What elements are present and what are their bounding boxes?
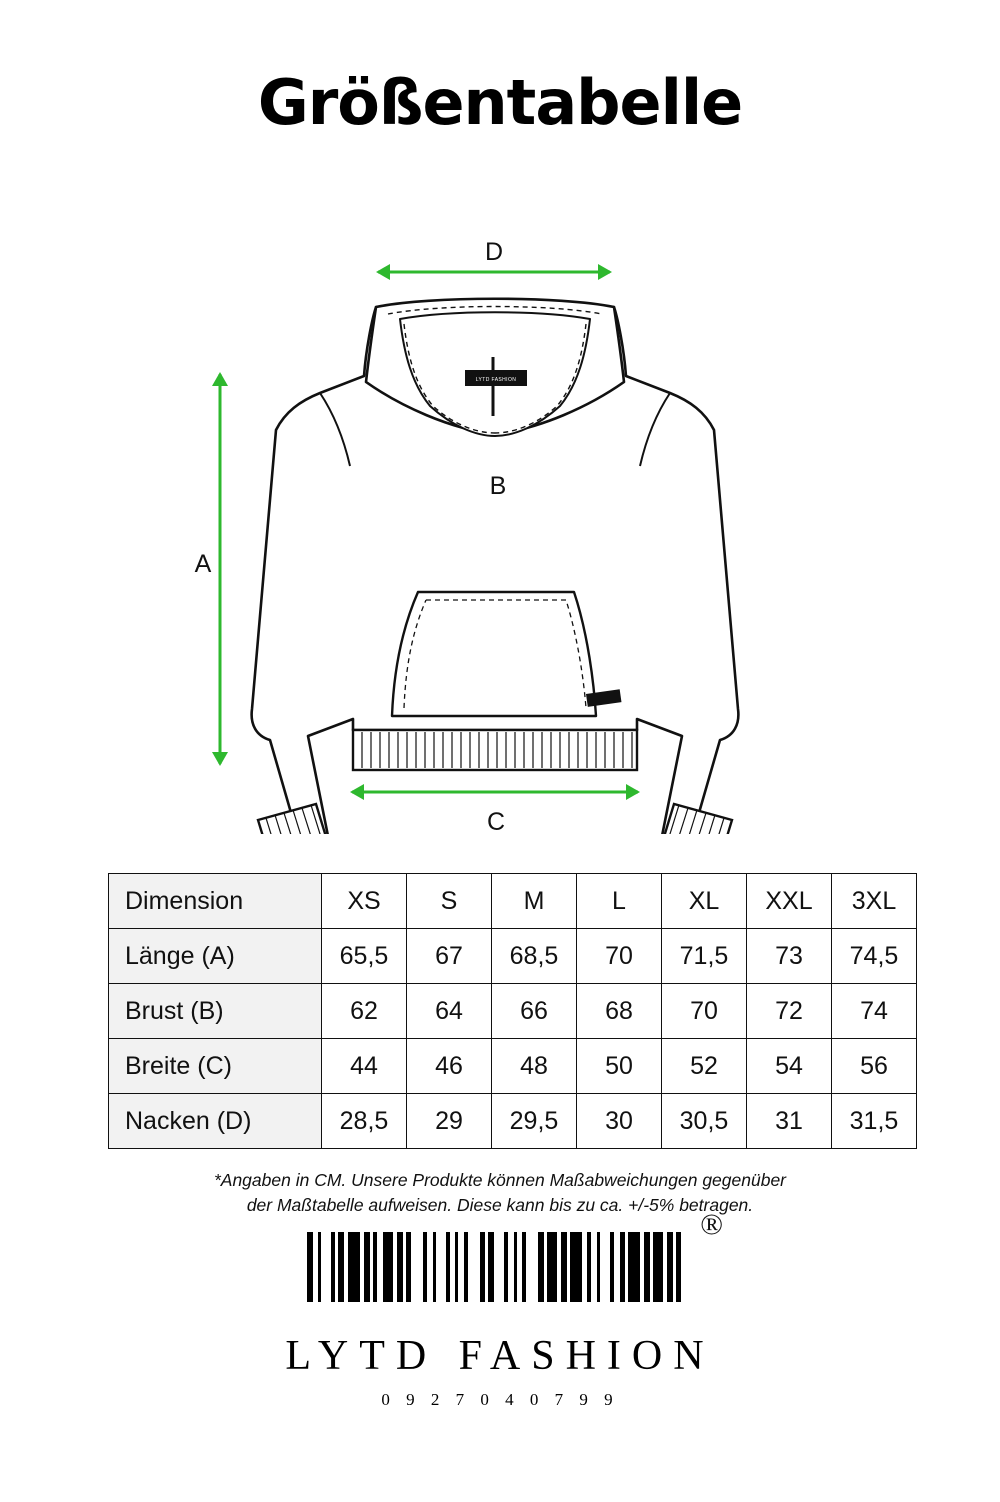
- barcode-bar: [570, 1232, 582, 1302]
- cell-laenge-s: 67: [407, 929, 492, 984]
- barcode-bar: [494, 1232, 504, 1302]
- footnote-line-2: der Maßtabelle aufweisen. Diese kann bis zu ca. +/-5% betragen.: [246, 1195, 754, 1216]
- brand-number: 0 9 2 7 0 4 0 7 9 9: [381, 1390, 619, 1409]
- registered-mark-icon: ®: [700, 1208, 723, 1241]
- cell-nacken-m: 29,5: [492, 1094, 577, 1149]
- barcode-bar: [526, 1232, 538, 1302]
- cell-breite-3xl: 56: [832, 1039, 917, 1094]
- table-row: [109, 1039, 917, 1094]
- footnote: [0, 1168, 1000, 1219]
- dimension-arrow-d: [376, 264, 612, 280]
- dimension-arrow-a: [212, 372, 228, 766]
- cell-nacken-3xl: 31,5: [832, 1094, 917, 1149]
- hem-ribbing: [353, 730, 637, 770]
- cell-brust-xxl: 72: [747, 984, 832, 1039]
- dimension-label-d: D: [484, 238, 504, 266]
- cell-laenge-l: 70: [577, 929, 662, 984]
- table-header-s: S: [407, 874, 492, 929]
- cell-nacken-l: 30: [577, 1094, 662, 1149]
- barcode-bar: [348, 1232, 360, 1302]
- barcode-bar: [383, 1232, 393, 1302]
- cell-nacken-s: 29: [407, 1094, 492, 1149]
- size-table-wrapper: [108, 873, 899, 1149]
- cell-brust-s: 64: [407, 984, 492, 1039]
- barcode-bar: [468, 1232, 480, 1302]
- table-header-xs: XS: [322, 874, 407, 929]
- cell-brust-xl: 70: [662, 984, 747, 1039]
- cell-laenge-xs: 65,5: [322, 929, 407, 984]
- barcode-bar: [411, 1232, 423, 1302]
- barcode-bar: [600, 1232, 610, 1302]
- table-header-dimension: Dimension: [109, 874, 322, 929]
- barcode-bar: [681, 1232, 693, 1302]
- row-label-nacken: Nacken (D): [109, 1094, 322, 1149]
- table-row: [109, 929, 917, 984]
- cell-nacken-xxl: 31: [747, 1094, 832, 1149]
- cell-laenge-3xl: 74,5: [832, 929, 917, 984]
- cell-laenge-m: 68,5: [492, 929, 577, 984]
- cell-brust-m: 66: [492, 984, 577, 1039]
- row-label-laenge: Länge (A): [109, 929, 322, 984]
- table-header-row: [109, 874, 917, 929]
- cell-breite-l: 50: [577, 1039, 662, 1094]
- cell-breite-s: 46: [407, 1039, 492, 1094]
- barcode-bar: [321, 1232, 331, 1302]
- cell-brust-3xl: 74: [832, 984, 917, 1039]
- barcode-bars: [307, 1232, 693, 1302]
- brand-name: LYTD FASHION: [285, 1333, 715, 1379]
- table-header-m: M: [492, 874, 577, 929]
- cell-breite-xl: 52: [662, 1039, 747, 1094]
- table-header-xl: XL: [662, 874, 747, 929]
- neck-label: [465, 370, 527, 386]
- brand-block: [0, 1208, 1000, 1410]
- cell-breite-xxl: 54: [747, 1039, 832, 1094]
- hoodie-diagram: [0, 144, 1000, 834]
- row-label-brust: Brust (B): [109, 984, 322, 1039]
- cell-nacken-xs: 28,5: [322, 1094, 407, 1149]
- barcode: [307, 1208, 723, 1310]
- neck-label-text: LYTD FASHION: [475, 377, 517, 383]
- barcode-bar: [653, 1232, 663, 1302]
- cell-nacken-xl: 30,5: [662, 1094, 747, 1149]
- table-header-l: L: [577, 874, 662, 929]
- table-row: [109, 1094, 917, 1149]
- barcode-bar: [436, 1232, 446, 1302]
- cell-breite-xs: 44: [322, 1039, 407, 1094]
- table-header-3xl: 3XL: [832, 874, 917, 929]
- table-row: [109, 984, 917, 1039]
- cell-brust-l: 68: [577, 984, 662, 1039]
- dimension-label-c: C: [486, 808, 506, 834]
- cell-laenge-xl: 71,5: [662, 929, 747, 984]
- barcode-bar: [547, 1232, 557, 1302]
- dimension-arrow-c: [350, 784, 640, 800]
- cell-laenge-xxl: 73: [747, 929, 832, 984]
- page-title: Größentabelle: [257, 66, 743, 139]
- dimension-label-b: B: [489, 472, 507, 500]
- footnote-line-1: *Angaben in CM. Unsere Produkte können Maßabweichungen gegenüber: [213, 1170, 787, 1190]
- dimension-label-a: A: [194, 550, 212, 578]
- barcode-bar: [628, 1232, 640, 1302]
- table-header-xxl: XXL: [747, 874, 832, 929]
- row-label-breite: Breite (C): [109, 1039, 322, 1094]
- cell-breite-m: 48: [492, 1039, 577, 1094]
- cell-brust-xs: 62: [322, 984, 407, 1039]
- size-table: [108, 873, 917, 1149]
